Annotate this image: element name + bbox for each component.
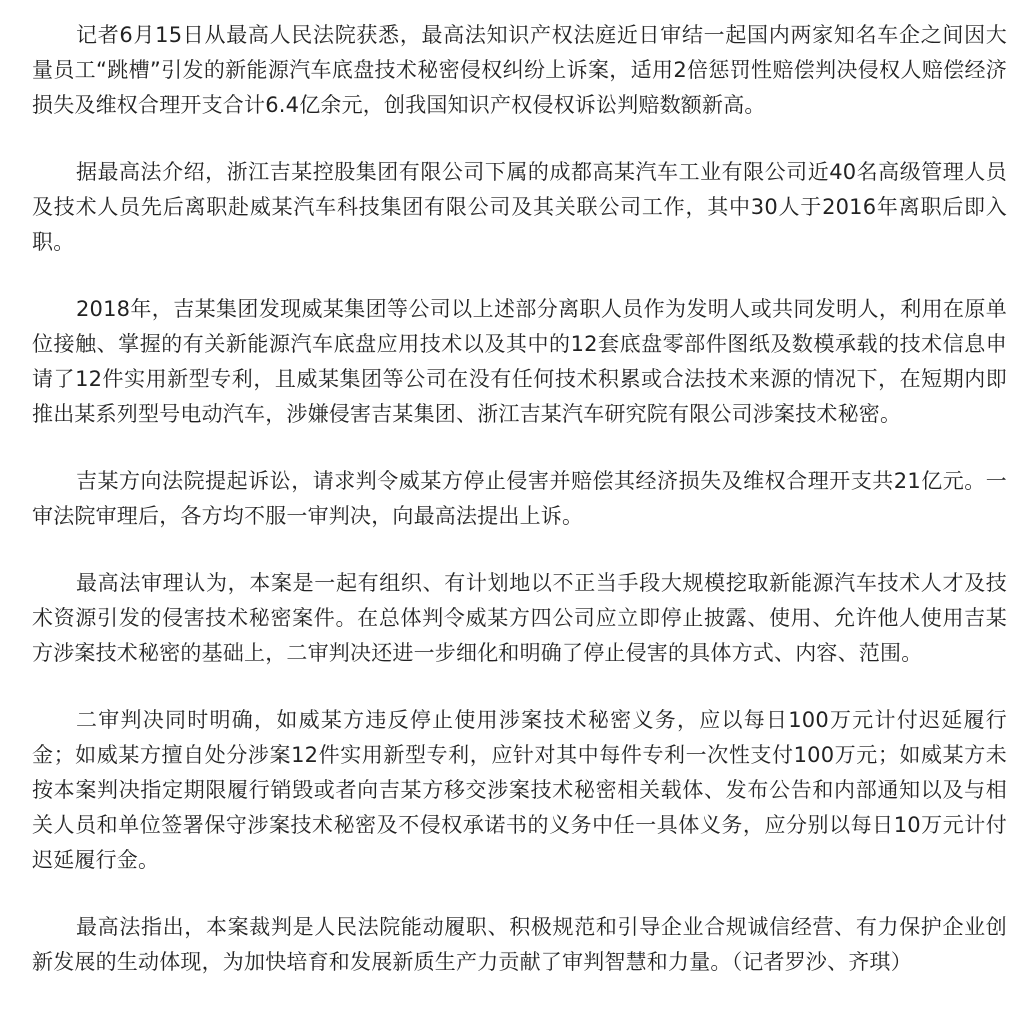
paragraph-lead: 记者6月15日从最高人民法院获悉，最高法知识产权法庭近日审结一起国内两家知名车企之间因大量员工“跳槽”引发的新能源汽车底盘技术秘密侵权纠纷上诉案，适用2倍惩罚性赔偿判决侵权人赔偿经济损失及维权合理开支合计6.4亿余元，创我国知识产权侵权诉讼判赔数额新高。 — [32, 23, 1007, 117]
paragraph-court-finding: 最高法审理认为，本案是一起有组织、有计划地以不正当手段大规模挖取新能源汽车技术人才及技术资源引发的侵害技术秘密案件。在总体判令威某方四公司应立即停止披露、使用、允许他人使用吉某方涉案技术秘密的基础上，二审判决还进一步细化和明确了停止侵害的具体方式、内容、范围。 — [32, 571, 1007, 665]
paragraph-discovery: 2018年，吉某集团发现威某集团等公司以上述部分离职人员作为发明人或共同发明人，利用在原单位接触、掌握的有关新能源汽车底盘应用技术以及其中的12套底盘零部件图纸及数模承载的技术信息申请了12件实用新型专利，且威某集团等公司在没有任何技术积累或合法技术来源的情况下，在短期内即推出某系列型号电动汽车，涉嫌侵害吉某集团、浙江吉某汽车研究院有限公司涉案技术秘密。 — [32, 297, 1007, 426]
paragraph-conclusion: 最高法指出，本案裁判是人民法院能动履职、积极规范和引导企业合规诚信经营、有力保护企业创新发展的生动体现，为加快培育和发展新质生产力贡献了审判智慧和力量。（记者罗沙、齐琪） — [32, 915, 1007, 974]
paragraph-background: 据最高法介绍，浙江吉某控股集团有限公司下属的成都高某汽车工业有限公司近40名高级管理人员及技术人员先后离职赴威某汽车科技集团有限公司及其关联公司工作，其中30人于2016年离职后即入职。 — [32, 160, 1007, 254]
paragraph-second-instance: 二审判决同时明确，如威某方违反停止使用涉案技术秘密义务，应以每日100万元计付迟延履行金；如威某方擅自处分涉案12件实用新型专利，应针对其中每件专利一次性支付100万元；如威某方未按本案判决指定期限履行销毁或者向吉某方移交涉案技术秘密相关载体、发布公告和内部通知以及与相关人员和单位签署保守涉案技术秘密及不侵权承诺书的义务中任一具体义务，应分别以每日10万元计付迟延履行金。 — [32, 708, 1007, 872]
article-body — [32, 0, 1007, 1012]
paragraph-lawsuit: 吉某方向法院提起诉讼，请求判令威某方停止侵害并赔偿其经济损失及维权合理开支共21亿元。一审法院审理后，各方均不服一审判决，向最高法提出上诉。 — [32, 469, 1007, 528]
